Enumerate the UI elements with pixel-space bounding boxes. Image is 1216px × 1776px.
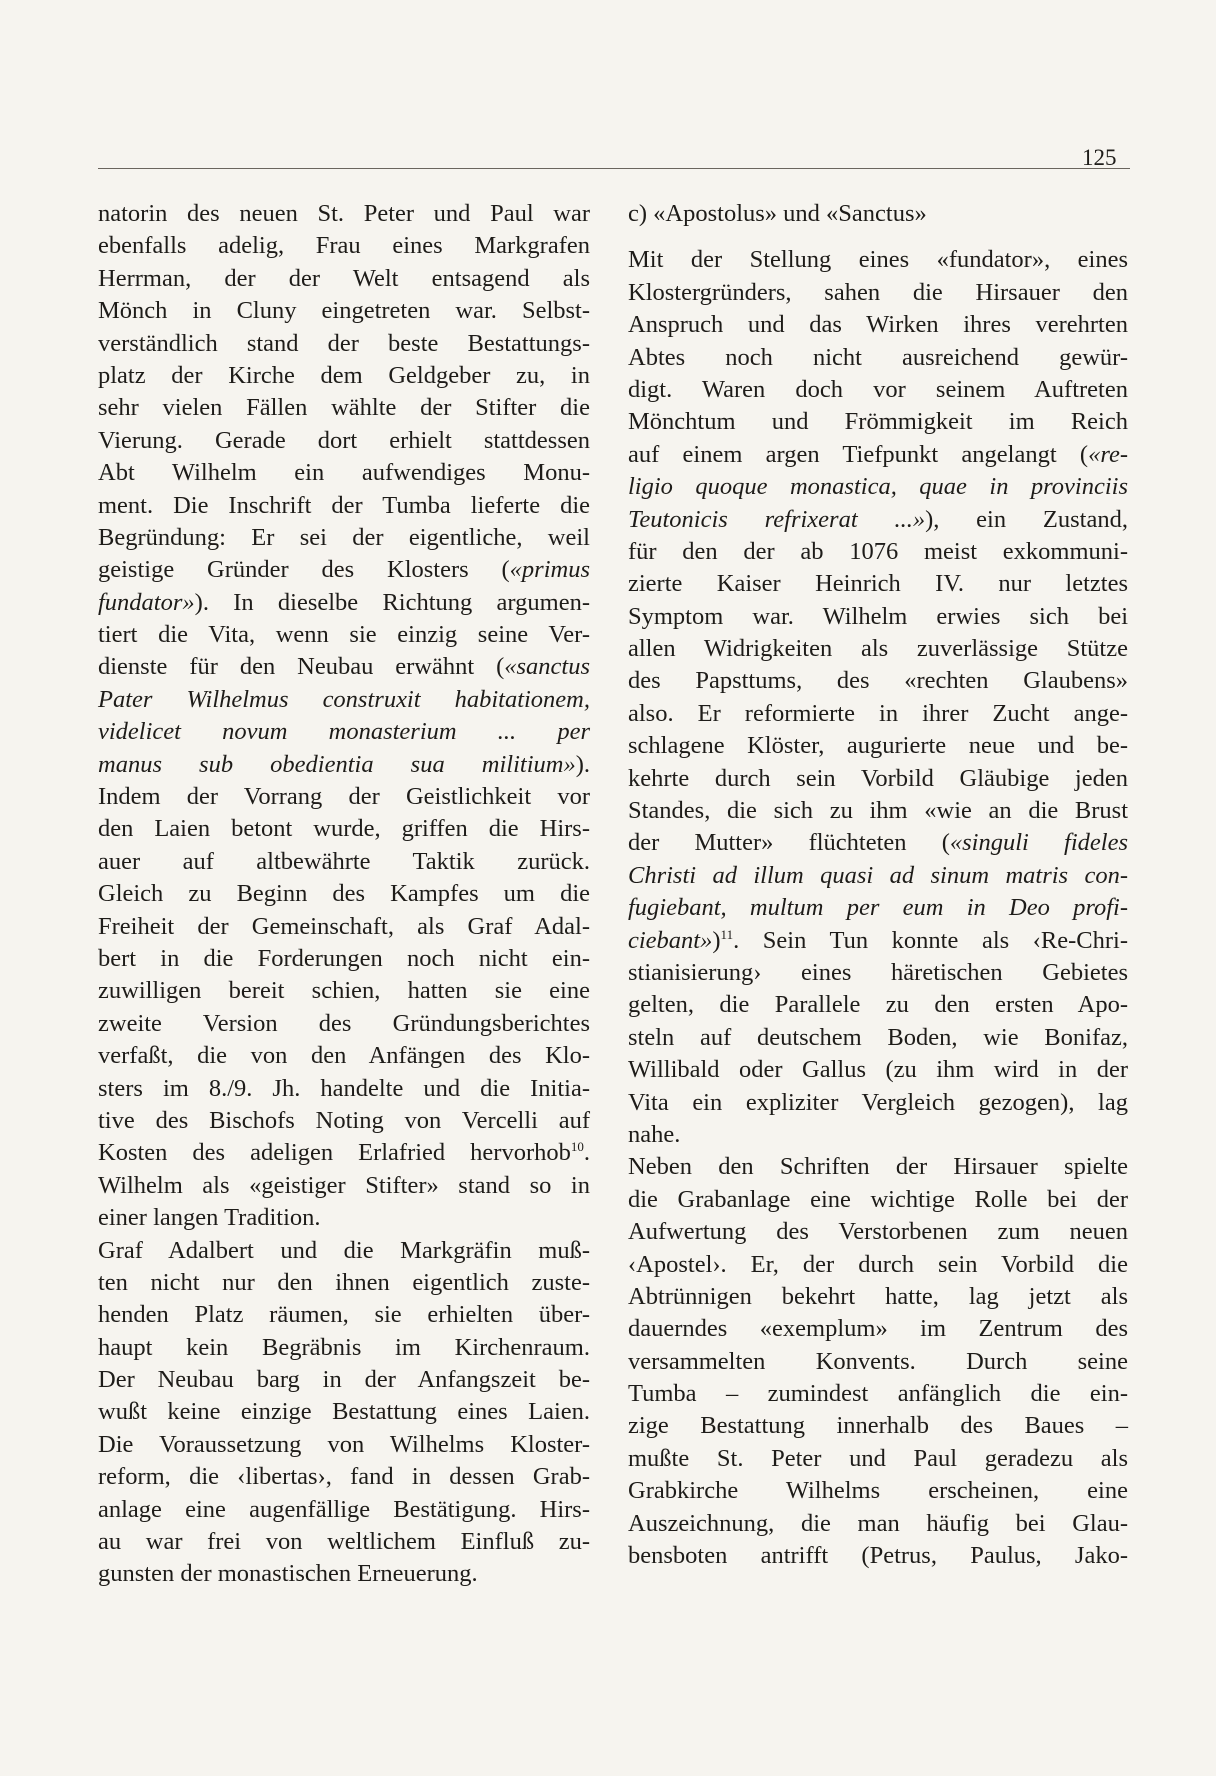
line-text: Mönchtum und Frömmigkeit im Reich — [628, 408, 1128, 436]
line-text: sters im 8./9. Jh. handelte und die Initia- — [98, 1074, 590, 1102]
line-text: auf einem argen Tiefpunkt angelangt ( — [628, 440, 1089, 468]
line-text: die Grabanlage eine wichtige Rolle bei der — [628, 1185, 1128, 1213]
text-line — [98, 328, 590, 360]
line-text: Kosten des adeligen Erlafried hervorhob — [98, 1139, 571, 1167]
text-line — [628, 1443, 1128, 1475]
line-text: geistige Gründer des Klosters ( — [98, 556, 510, 584]
text-line — [98, 392, 590, 424]
footnote-ref: 11 — [720, 926, 734, 942]
heading-spacer — [628, 230, 1128, 244]
italic-text: «sanctus — [504, 653, 590, 681]
text-line — [98, 1137, 590, 1169]
line-text: zige Bestattung innerhalb des Baues – — [628, 1412, 1128, 1440]
text-line — [628, 860, 1128, 892]
text-line — [98, 975, 590, 1007]
text-line — [628, 1540, 1128, 1572]
line-text: gelten, die Parallele zu den ersten Apo- — [628, 991, 1128, 1019]
line-text: ). — [575, 750, 590, 778]
text-line — [98, 1396, 590, 1428]
line-text: Klostergründers, sahen die Hirsauer den — [628, 278, 1128, 306]
italic-text: ciebant» — [628, 926, 713, 954]
italic-text: manus sub obedientia sua militium» — [98, 750, 576, 778]
text-line — [98, 651, 590, 683]
line-text: digt. Waren doch vor seinem Auftreten — [628, 375, 1128, 403]
italic-text: Pater Wilhelmus construxit habitationem, — [98, 685, 590, 713]
line-text: Grabkirche Wilhelms erscheinen, eine — [628, 1477, 1128, 1505]
text-line — [628, 957, 1128, 989]
line-text: auer auf altbewährte Taktik zurück. — [98, 847, 590, 875]
text-line — [98, 1267, 590, 1299]
italic-text: «re- — [1088, 440, 1128, 468]
line-text: reform, die ‹libertas›, fand in dessen Grab- — [98, 1463, 590, 1491]
line-text: gunsten der monastischen Erneuerung. — [98, 1560, 478, 1588]
text-line — [628, 1378, 1128, 1410]
text-line — [628, 1022, 1128, 1054]
text-line — [98, 360, 590, 392]
text-line — [98, 1008, 590, 1040]
line-text: steln auf deutschem Boden, wie Bonifaz, — [628, 1023, 1128, 1051]
line-text: Wilhelm als «geistiger Stifter» stand so in — [98, 1171, 590, 1199]
line-text: Abtrünnigen bekehrt hatte, lag jetzt als — [628, 1282, 1128, 1310]
text-line — [98, 1364, 590, 1396]
text-line — [98, 1170, 590, 1202]
text-line — [98, 587, 590, 619]
line-text: ten nicht nur den ihnen eigentlich zuste- — [98, 1268, 590, 1296]
text-line — [628, 1249, 1128, 1281]
text-line — [628, 471, 1128, 503]
text-line — [628, 1508, 1128, 1540]
line-text: Der Neubau barg in der Anfangszeit be- — [98, 1366, 590, 1394]
line-text: bert in die Forderungen noch nicht ein- — [98, 944, 590, 972]
line-text: natorin des neuen St. Peter und Paul war — [98, 200, 590, 227]
text-line — [628, 763, 1128, 795]
line-text: einer langen Tradition. — [98, 1204, 321, 1232]
line-text: tive des Bischofs Noting von Vercelli auf — [98, 1106, 590, 1134]
line-text: Graf Adalbert und die Markgräfin muß- — [98, 1236, 590, 1264]
text-line — [628, 1346, 1128, 1378]
text-line — [98, 554, 590, 586]
right-text-column — [628, 198, 1128, 1572]
text-line — [628, 698, 1128, 730]
line-text: ) — [712, 926, 721, 954]
text-line — [98, 1235, 590, 1267]
left-text-column — [98, 198, 590, 1591]
text-line — [628, 309, 1128, 341]
italic-text: Teutonicis refrixerat ...» — [628, 505, 926, 533]
text-line — [98, 781, 590, 813]
text-line — [98, 846, 590, 878]
italic-text: fugiebant, multum per eum in Deo profi- — [628, 894, 1128, 922]
text-line — [98, 619, 590, 651]
line-text: . Sein Tun konnte als ‹Re-Chri- — [733, 926, 1128, 954]
line-text: platz der Kirche dem Geldgeber zu, in — [98, 361, 590, 389]
line-text: Abtes noch nicht ausreichend gewür- — [628, 343, 1128, 371]
text-line — [628, 1087, 1128, 1119]
line-text: versammelten Konvents. Durch seine — [628, 1347, 1128, 1375]
line-text: verständlich stand der beste Bestattungs- — [98, 329, 590, 357]
line-text: ment. Die Inschrift der Tumba lieferte die — [98, 491, 590, 519]
text-line — [98, 1526, 590, 1558]
line-text: ). In dieselbe Richtung argumen- — [194, 588, 590, 616]
line-text: ), ein Zustand, — [925, 505, 1128, 533]
line-text: schlagene Klöster, augurierte neue und be- — [628, 732, 1128, 760]
text-line — [98, 425, 590, 457]
line-text: Freiheit der Gemeinschaft, als Graf Adal- — [98, 912, 590, 940]
text-line — [628, 1410, 1128, 1442]
text-line — [628, 406, 1128, 438]
line-text: kehrte durch sein Vorbild Gläubige jeden — [628, 764, 1128, 792]
text-line — [98, 813, 590, 845]
text-line — [628, 601, 1128, 633]
line-text: Vierung. Gerade dort erhielt stattdessen — [98, 426, 590, 454]
line-text: Anspruch und das Wirken ihres verehrten — [628, 311, 1128, 339]
line-text: henden Platz räumen, sie erhielten über- — [98, 1301, 590, 1329]
italic-text: videlicet novum monasterium ... per — [98, 718, 590, 746]
text-line — [98, 1332, 590, 1364]
line-text: also. Er reformierte in ihrer Zucht ange- — [628, 699, 1128, 727]
text-line — [628, 439, 1128, 471]
text-line — [628, 1313, 1128, 1345]
text-line — [98, 490, 590, 522]
line-text: mußte St. Peter und Paul geradezu als — [628, 1444, 1128, 1472]
text-line — [628, 374, 1128, 406]
line-text: Standes, die sich zu ihm «wie an die Brust — [628, 797, 1128, 825]
text-line — [98, 198, 590, 230]
line-text: Begründung: Er sei der eigentliche, weil — [98, 523, 590, 551]
text-line — [98, 457, 590, 489]
line-text: des Papsttums, des «rechten Glaubens» — [628, 667, 1128, 695]
text-line — [98, 1429, 590, 1461]
text-line — [628, 795, 1128, 827]
text-line — [98, 230, 590, 262]
text-line — [628, 342, 1128, 374]
text-line — [628, 989, 1128, 1021]
text-line — [628, 1216, 1128, 1248]
text-line — [98, 1494, 590, 1526]
text-line — [98, 263, 590, 295]
line-text: Symptom war. Wilhelm erwies sich bei — [628, 602, 1128, 630]
line-text: Neben den Schriften der Hirsauer spielte — [628, 1153, 1128, 1181]
text-line — [98, 522, 590, 554]
text-line — [628, 536, 1128, 568]
line-text: den Laien betont wurde, griffen die Hirs- — [98, 815, 590, 843]
line-text: . — [583, 1139, 590, 1167]
text-line — [98, 943, 590, 975]
line-text: Herrman, der der Welt entsagend als — [98, 264, 590, 292]
line-text: Mit der Stellung eines «fundator», eines — [628, 246, 1128, 274]
text-line — [98, 878, 590, 910]
text-line — [98, 911, 590, 943]
italic-text: fundator» — [98, 588, 195, 616]
header-rule — [98, 168, 1130, 169]
italic-text: ligio quoque monastica, quae in provinciis — [628, 473, 1128, 501]
text-line — [98, 684, 590, 716]
line-text: dienste für den Neubau erwähnt ( — [98, 653, 505, 681]
text-line — [628, 1281, 1128, 1313]
text-line — [628, 1054, 1128, 1086]
text-line — [628, 827, 1128, 859]
italic-text: «singuli fideles — [949, 829, 1128, 857]
text-line — [628, 1151, 1128, 1183]
text-line — [628, 925, 1128, 957]
text-line — [628, 277, 1128, 309]
text-line — [628, 568, 1128, 600]
line-text: stianisierung› eines häretischen Gebietes — [628, 958, 1128, 986]
line-text: Tumba – zumindest anfänglich die ein- — [628, 1380, 1128, 1408]
line-text: tiert die Vita, wenn sie einzig seine Ver- — [98, 621, 590, 649]
line-text: zierte Kaiser Heinrich IV. nur letztes — [628, 570, 1128, 598]
line-text: Aufwertung des Verstorbenen zum neuen — [628, 1218, 1128, 1246]
line-text: allen Widrigkeiten als zuverlässige Stütze — [628, 635, 1128, 663]
line-text: zweite Version des Gründungsberichtes — [98, 1009, 590, 1037]
text-line — [98, 749, 590, 781]
text-line — [98, 1073, 590, 1105]
text-line — [98, 1202, 590, 1234]
text-line — [628, 633, 1128, 665]
line-text: haupt kein Begräbnis im Kirchenraum. — [98, 1333, 590, 1361]
line-text: anlage eine augenfällige Bestätigung. Hirs- — [98, 1495, 590, 1523]
line-text: nahe. — [628, 1120, 681, 1148]
line-text: dauerndes «exemplum» im Zentrum des — [628, 1315, 1128, 1343]
text-line — [98, 1461, 590, 1493]
line-text: der Mutter» flüchteten ( — [628, 829, 950, 857]
line-text: ebenfalls adelig, Frau eines Markgrafen — [98, 232, 590, 260]
line-text: Die Voraussetzung von Wilhelms Kloster- — [98, 1430, 590, 1458]
text-line — [98, 295, 590, 327]
line-text: Abt Wilhelm ein aufwendiges Monu- — [98, 459, 590, 487]
line-text: Indem der Vorrang der Geistlichkeit vor — [98, 783, 590, 811]
italic-text: «primus — [509, 556, 590, 584]
line-text: ‹Apostel›. Er, der durch sein Vorbild die — [628, 1250, 1128, 1278]
text-line — [628, 1184, 1128, 1216]
line-text: au war frei von weltlichem Einfluß zu- — [98, 1528, 590, 1556]
line-text: für den der ab 1076 meist exkommuni- — [628, 537, 1128, 565]
line-text: wußt keine einzige Bestattung eines Laien. — [98, 1398, 590, 1426]
line-text: zuwilligen bereit schien, hatten sie eine — [98, 977, 590, 1005]
text-line — [628, 730, 1128, 762]
text-line — [628, 665, 1128, 697]
section-heading: c) «Apostolus» und «Sanctus» — [628, 200, 927, 227]
text-line — [98, 1105, 590, 1137]
text-line — [98, 1558, 590, 1590]
line-text: Mönch in Cluny eingetreten war. Selbst- — [98, 297, 590, 325]
line-text: bensboten antrifft (Petrus, Paulus, Jako- — [628, 1542, 1128, 1570]
text-line — [628, 504, 1128, 536]
text-line — [98, 1040, 590, 1072]
text-line — [628, 244, 1128, 276]
italic-text: Christi ad illum quasi ad sinum matris con- — [628, 861, 1128, 889]
line-text: sehr vielen Fällen wählte der Stifter die — [98, 394, 590, 422]
line-text: Gleich zu Beginn des Kampfes um die — [98, 880, 590, 908]
text-line — [98, 1299, 590, 1331]
page-number: 125 — [1082, 145, 1117, 170]
text-line — [628, 1119, 1128, 1151]
line-text: Vita ein expliziter Vergleich gezogen), lag — [628, 1088, 1128, 1116]
text-line — [98, 716, 590, 748]
line-text: verfaßt, die von den Anfängen des Klo- — [98, 1042, 590, 1070]
text-line — [628, 892, 1128, 924]
line-text: Willibald oder Gallus (zu ihm wird in der — [628, 1056, 1128, 1084]
text-line — [628, 1475, 1128, 1507]
footnote-ref: 10 — [570, 1139, 584, 1155]
line-text: Auszeichnung, die man häufig bei Glau- — [628, 1509, 1128, 1537]
